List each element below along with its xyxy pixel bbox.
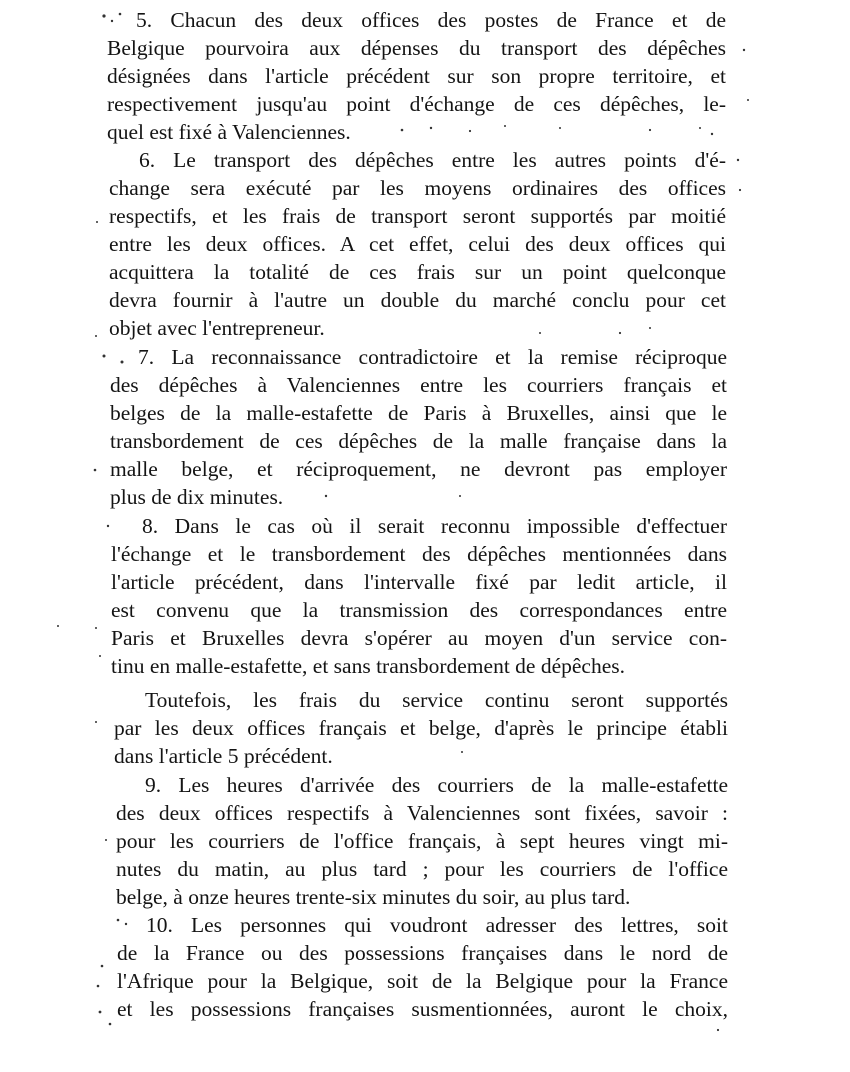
scan-speck — [95, 627, 97, 629]
scan-speck — [105, 839, 107, 841]
scan-speck — [121, 361, 124, 364]
scan-speck — [99, 1011, 102, 1014]
text-line: de la France ou des possessions françaises dans le nord de — [117, 941, 728, 965]
text-line: 10. Les personnes qui voudront adresser des lettres, soit — [146, 913, 728, 937]
scan-speck — [117, 919, 120, 922]
text-line: devra fournir à l'autre un double du marché conclu pour cet — [109, 288, 726, 312]
scan-speck — [97, 985, 100, 988]
text-line: entre les deux offices. A cet effet, celui des deux offices qui — [109, 232, 726, 256]
text-line: belges de la malle-estafette de Paris à Bruxelles, ainsi que le — [110, 401, 727, 425]
text-line: dans l'article 5 précédent. — [114, 744, 333, 768]
scan-speck — [94, 469, 97, 472]
scan-speck — [107, 525, 109, 527]
scan-speck — [96, 221, 98, 223]
scan-speck — [103, 355, 106, 358]
scan-speck — [739, 189, 741, 191]
scan-speck — [125, 923, 127, 925]
scan-speck — [743, 49, 745, 51]
text-line: Belgique pourvoira aux dépenses du transport des dépêches — [107, 36, 726, 60]
scan-speck — [101, 965, 104, 968]
text-line: des deux offices respectifs à Valenciennes sont fixées, savoir : — [116, 801, 728, 825]
text-line: nutes du matin, au plus tard ; pour les courriers de l'office — [116, 857, 728, 881]
text-line: 5. Chacun des deux offices des postes de France et de — [136, 8, 726, 32]
text-line: 9. Les heures d'arrivée des courriers de la malle-estafette — [145, 773, 728, 797]
text-line: respectivement jusqu'au point d'échange de ces dépêches, le- — [107, 92, 726, 116]
scan-speck — [747, 99, 749, 101]
text-line: belge, à onze heures trente-six minutes du soir, au plus tard. — [116, 885, 631, 909]
text-line: quel est fixé à Valenciennes. — [107, 120, 351, 144]
scan-speck — [99, 655, 101, 657]
scan-speck — [57, 625, 59, 627]
text-line: Toutefois, les frais du service continu seront supportés — [145, 688, 728, 712]
text-line: 8. Dans le cas où il serait reconnu impossible d'effectuer — [142, 514, 727, 538]
text-line: malle belge, et réciproquement, ne devront pas employer — [110, 457, 727, 481]
text-line: change sera exécuté par les moyens ordinaires des offices — [109, 176, 726, 200]
text-line: tinu en malle-estafette, et sans transbordement de dépêches. — [111, 654, 626, 678]
scan-speck — [109, 1023, 112, 1026]
text-line: des dépêches à Valenciennes entre les courriers français et — [110, 373, 727, 397]
scan-speck — [95, 721, 97, 723]
text-line: objet avec l'entrepreneur. — [109, 316, 325, 340]
scan-speck — [102, 14, 105, 17]
text-line: Paris et Bruxelles devra s'opérer au moyen d'un service con- — [111, 626, 727, 650]
text-line: plus de dix minutes. — [110, 485, 284, 509]
text-line: 6. Le transport des dépêches entre les autres points d'é- — [139, 148, 726, 172]
text-line: l'échange et le transbordement des dépêches mentionnées dans — [111, 542, 727, 566]
scan-speck — [717, 1029, 719, 1031]
text-line: 7. La reconnaissance contradictoire et la remise réciproque — [138, 345, 727, 369]
scan-speck — [95, 335, 97, 337]
text-line: acquittera la totalité de ces frais sur un point quelconque — [109, 260, 726, 284]
scan-speck — [111, 20, 113, 22]
scan-speck — [737, 159, 739, 161]
text-line: pour les courriers de l'office français, à sept heures vingt mi- — [116, 829, 728, 853]
text-line: désignées dans l'article précédent sur son propre territoire, et — [107, 64, 726, 88]
text-line: l'article précédent, dans l'intervalle fixé par ledit article, il — [111, 570, 727, 594]
text-line: l'Afrique pour la Belgique, soit de la Belgique pour la France — [117, 969, 728, 993]
text-line: est convenu que la transmission des correspondances entre — [111, 598, 727, 622]
text-line: et les possessions françaises susmentionnées, auront le choix, — [117, 997, 728, 1021]
scan-speck — [119, 13, 122, 16]
text-line: par les deux offices français et belge, d'après le principe établi — [114, 716, 728, 740]
text-line: transbordement de ces dépêches de la malle française dans la — [110, 429, 727, 453]
text-line: respectifs, et les frais de transport seront supportés par moitié — [109, 204, 726, 228]
